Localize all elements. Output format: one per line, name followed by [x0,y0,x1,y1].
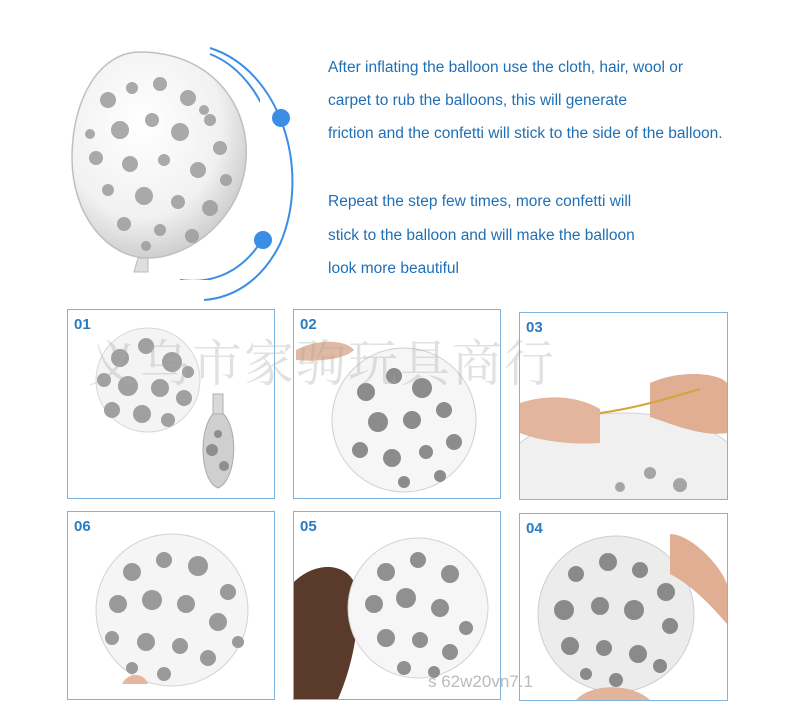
step-panel-06 [67,511,275,700]
step-number: 04 [526,520,543,537]
step-number: 06 [74,518,91,535]
watermark-text: 义乌市家驹玩具商行 [88,335,556,393]
instruction-line-5: stick to the balloon and will make the balloon [328,227,635,244]
hero-arc [200,30,320,310]
instruction-line-1: After inflating the balloon use the cloth, hair, wool or [328,59,683,76]
step-number: 01 [74,316,91,333]
instruction-line-3: friction and the confetti will stick to the side of the balloon. [328,125,723,142]
step-number: 02 [300,316,317,333]
step-panel-04 [519,513,728,701]
step-number: 03 [526,319,543,336]
instruction-line-2: carpet to rub the balloons, this will generate [328,92,627,109]
watermark-code: s 62w20vn7.1 [428,672,533,691]
instruction-line-4: Repeat the step few times, more confetti will [328,193,632,210]
instruction-line-6: look more beautiful [328,260,459,277]
finished-balloon-image [68,512,274,699]
confetti-inside-balloon-image [520,514,727,700]
rub-on-hair-image [294,512,500,699]
hero-dot-top [272,109,290,127]
hero-dot-bottom [254,231,272,249]
step-number: 05 [300,518,317,535]
